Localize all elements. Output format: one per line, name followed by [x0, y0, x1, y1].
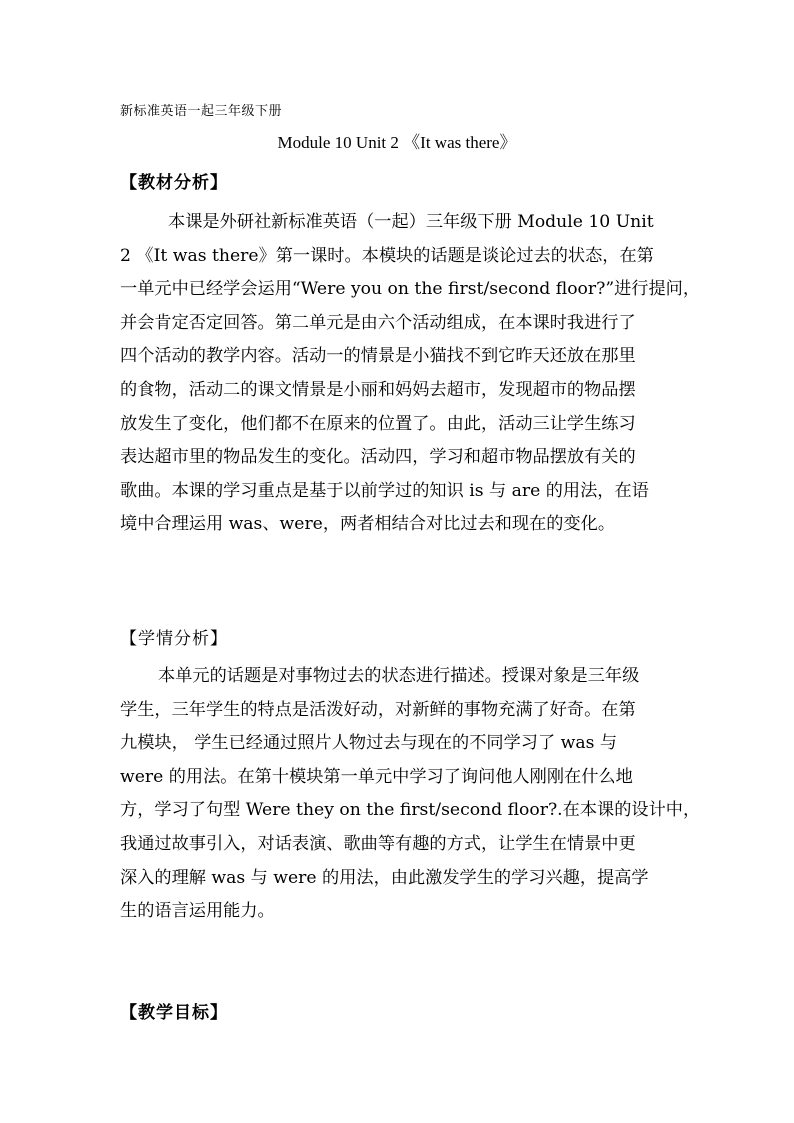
paragraph-textbook-analysis: [120, 206, 701, 542]
paragraph-line: 境中合理运用 was、were，两者相结合对比过去和现在的变化。: [120, 514, 616, 535]
paragraph-line: 本单元的话题是对事物过去的状态进行描述。授课对象是三年级: [158, 666, 640, 686]
paragraph-line: were 的用法。在第十模块第一单元中学习了询问他人刚刚在什么地: [120, 766, 633, 787]
paragraph-line: 的食物，活动二的课文情景是小丽和妈妈去超市，发现超市的物品摆: [120, 379, 636, 400]
paragraph-line: 九模块， 学生已经通过照片人物过去与现在的不同学习了 was 与: [120, 733, 618, 754]
paragraph-line: 表达超市里的物品发生的变化。活动四，学习和超市物品摆放有关的: [120, 447, 636, 468]
paragraph-line: 学生，三年学生的特点是活泼好动，对新鲜的事物充满了好奇。在第: [120, 699, 636, 720]
paragraph-line: 2 《It was there》第一课时。本模块的话题是谈论过去的状态，在第: [120, 245, 654, 266]
paragraph-learner-analysis: [120, 660, 701, 929]
section-heading-teaching-objectives: 【教学目标】: [120, 1003, 228, 1023]
paragraph-line: 并会肯定否定回答。第二单元是由六个活动组成，在本课时我进行了: [120, 312, 636, 333]
section-heading-textbook-analysis: 【教材分析】: [120, 173, 228, 193]
paragraph-line: 一单元中已经学会运用“Were you on the first/second floor?”进行提问，: [120, 279, 701, 300]
section-heading-learner-analysis: 【学情分析】: [120, 629, 228, 649]
paragraph-line: 四个活动的教学内容。活动一的情景是小猫找不到它昨天还放在那里: [120, 346, 636, 367]
paragraph-line: 本课是外研社新标准英语（一起）三年级下册 Module 10 Unit: [168, 212, 654, 232]
paragraph-line: 生的语言运用能力。: [120, 901, 275, 922]
paragraph-line: 方，学习了句型 Were they on the first/second floor?.在本课的设计中，: [120, 800, 701, 821]
paragraph-line: 放发生了变化，他们都不在原来的位置了。由此，活动三让学生练习: [120, 413, 636, 434]
paragraph-line: 深入的理解 was 与 were 的用法，由此激发学生的学习兴趣，提高学: [120, 867, 649, 888]
paragraph-line: 我通过故事引入，对话表演、歌曲等有趣的方式，让学生在情景中更: [120, 833, 636, 854]
document-header: 新标准英语一起三年级下册: [120, 104, 283, 119]
paragraph-line: 歌曲。本课的学习重点是基于以前学过的知识 is 与 are 的用法，在语: [120, 480, 649, 501]
document-title: Module 10 Unit 2 《It was there》: [277, 133, 517, 152]
